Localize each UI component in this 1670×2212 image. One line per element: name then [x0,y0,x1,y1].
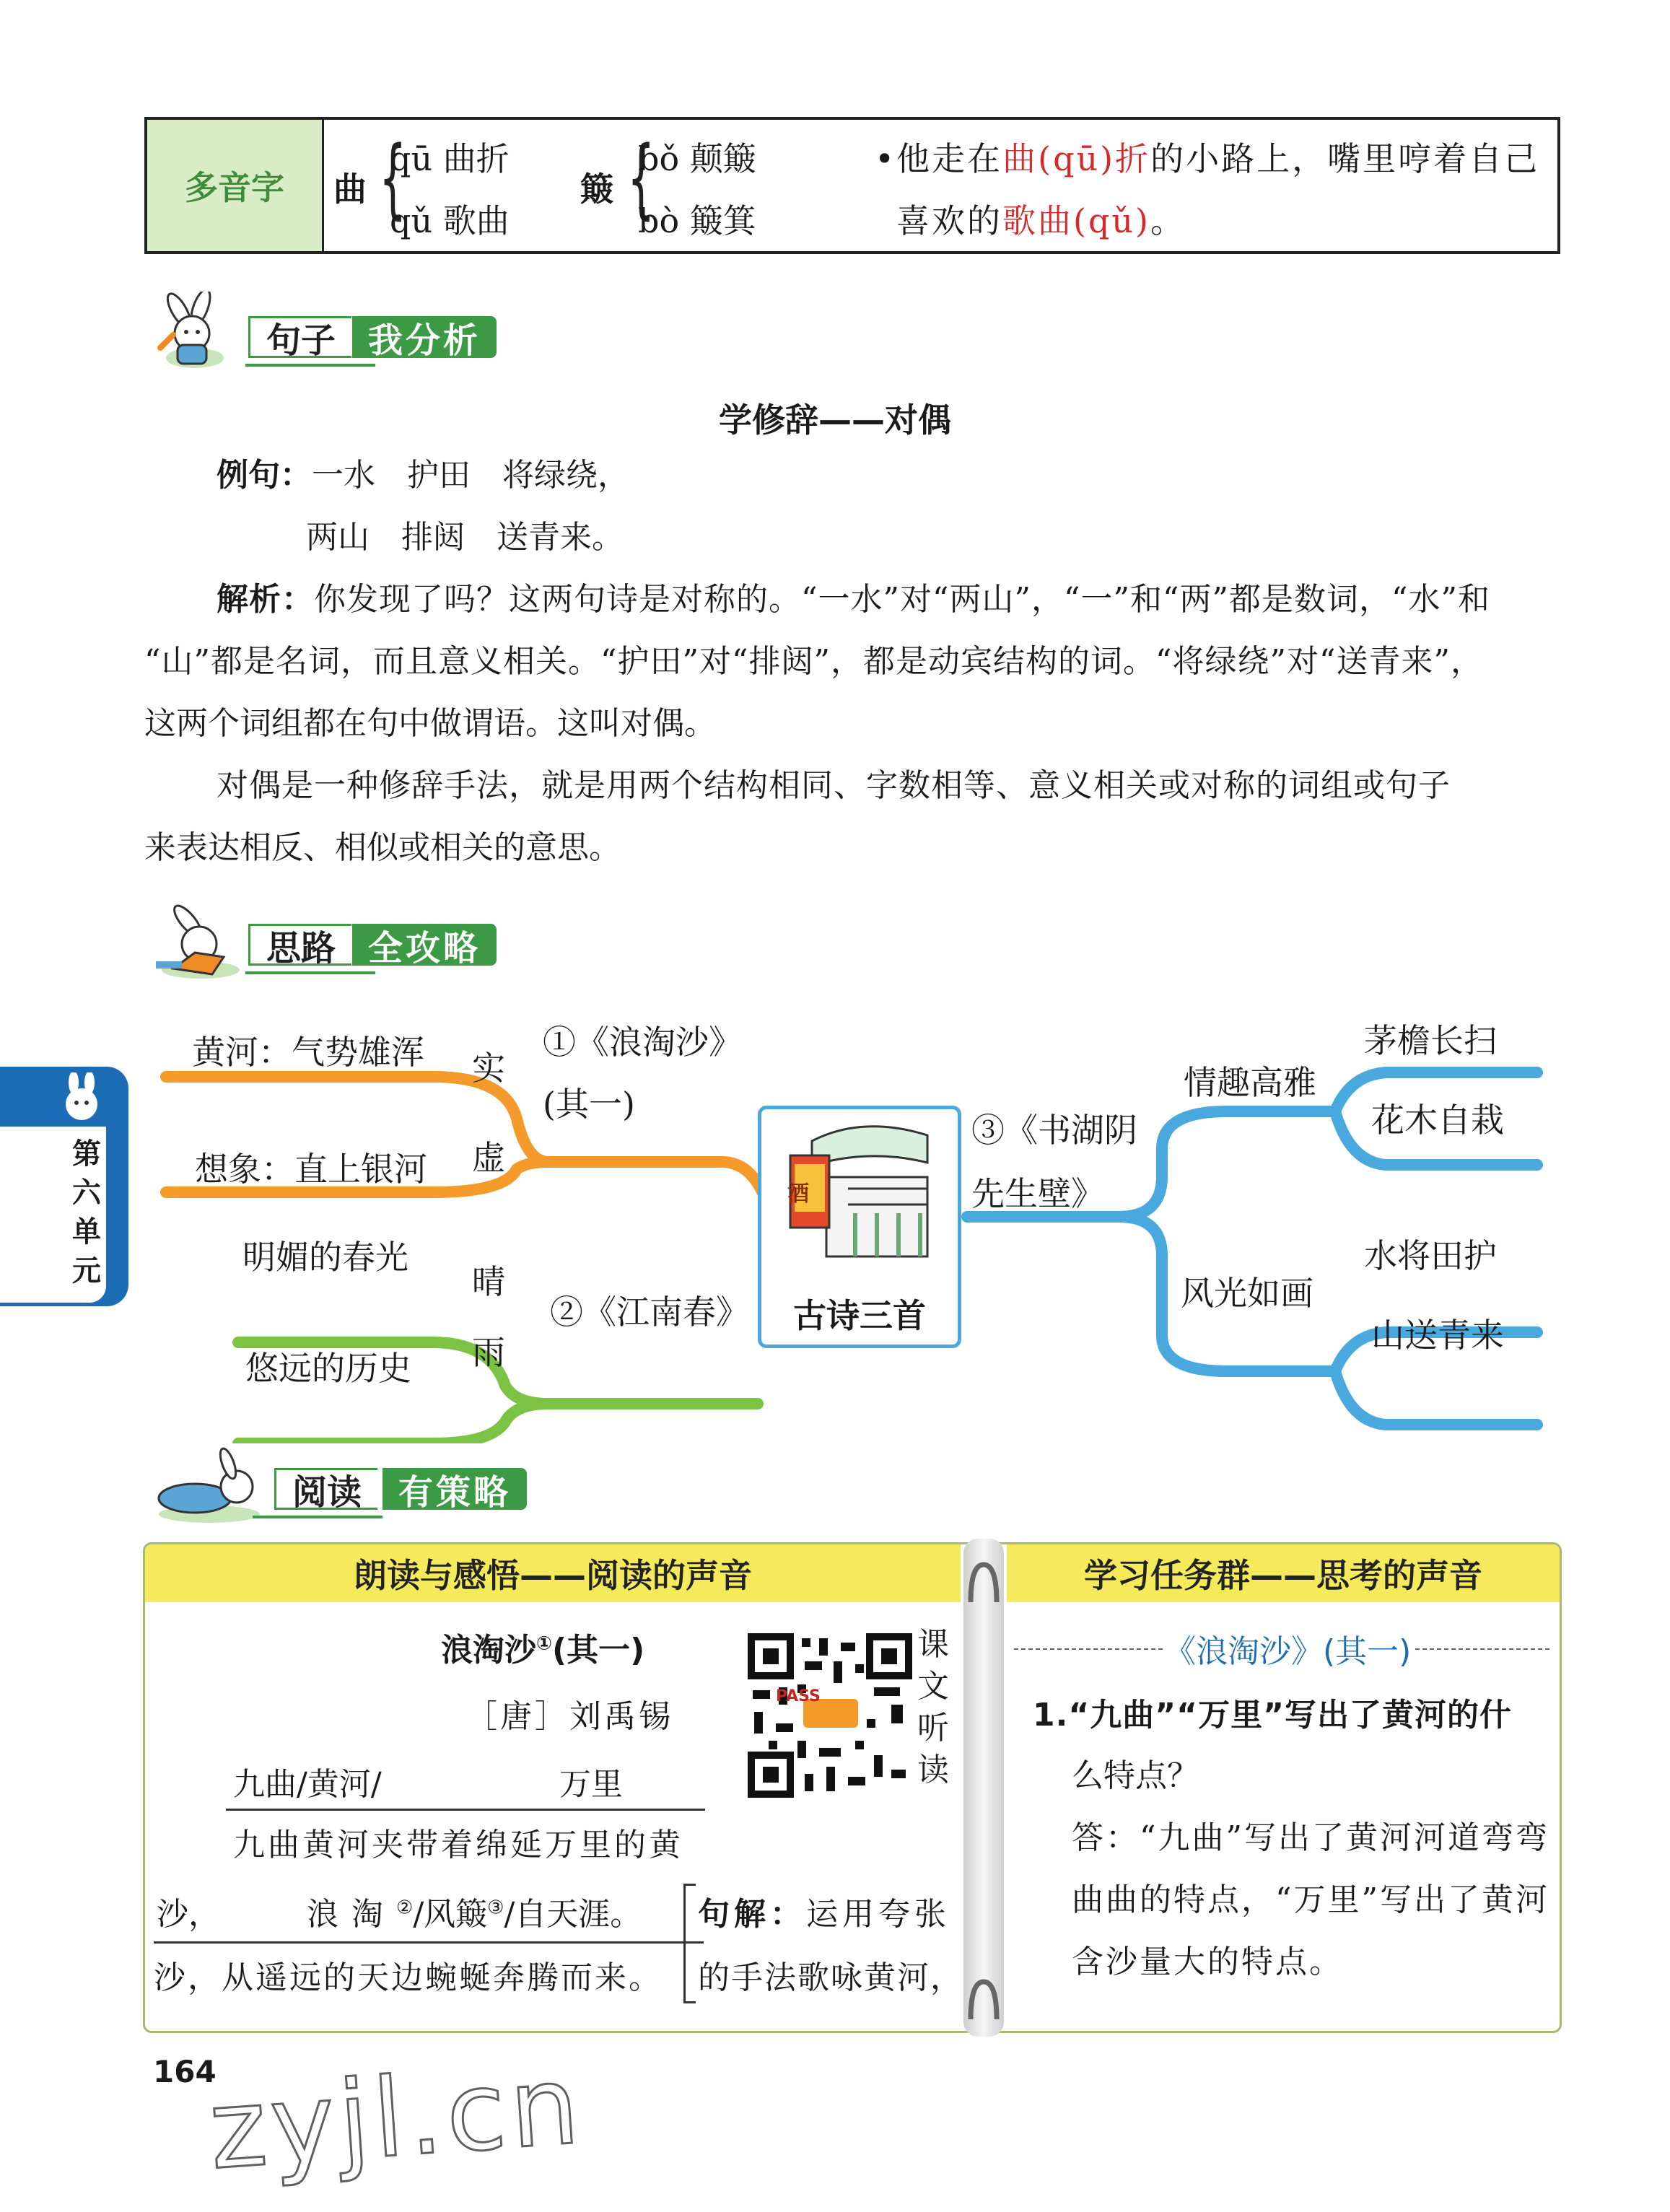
poem2-branch2: 悠远的历史 [245,1349,411,1388]
qr-caption-char: 听 [917,1710,949,1747]
dash-line [1014,1648,1163,1650]
poem1-subtitle: (其一) [543,1085,635,1124]
poem1-branch2: 想象：直上银河 [195,1150,427,1189]
dash-line [1415,1648,1549,1650]
mindmap-root-label: 古诗三首 [793,1296,926,1335]
poem2-title: ②《江南春》 [550,1293,749,1332]
qr-code-icon[interactable] [747,1632,913,1798]
polyphone-label: 多音字 [147,120,324,251]
qr-caption-char: 读 [917,1752,949,1788]
poem3-title-line1: ③《书湖阴 [971,1111,1137,1150]
header-underline [253,1516,382,1518]
sidebar-char: 单 [72,1215,101,1249]
definition-line-1: 对偶是一种修辞手法，就是用两个结构相同、字数相等、意义相关或对称的词组或句子 [217,767,1451,804]
right-subtitle: 《浪淘沙》(其一) [1164,1633,1412,1670]
qr-caption-char: 文 [917,1668,949,1705]
poem3-title-line2: 先生壁》 [971,1174,1104,1213]
header-underline [245,364,375,367]
section-title-b: 全攻略 [352,924,497,966]
polyphone-char-2: 簸 [580,170,613,209]
brace-icon: { [627,128,655,229]
section-header-mindmap [144,899,520,986]
mindmap-root [758,1106,961,1348]
page-number: 164 [153,2054,217,2089]
divider [226,1809,705,1811]
sidebar-char: 元 [72,1254,101,1288]
pron-1b: qǔ 歌曲 [390,201,510,240]
answer-1-line2: 曲曲的特点，“万里”写出了黄河 [1072,1881,1549,1918]
section-title-a: 句子 [248,316,351,358]
question-1-line2: 么特点？ [1072,1757,1199,1794]
poem2-branch1-key: 晴 [472,1262,505,1301]
example-line-1: 例句：一水 护田 将绿绕， [217,457,629,494]
pron-2b: bò 簸箕 [638,201,756,240]
poem3-branch2: 风光如画 [1181,1274,1313,1313]
qr-badge: PASS [776,1687,821,1705]
section-header-reading [144,1443,548,1530]
question-1-line1: 1.“九曲”“万里”写出了黄河的什 [1033,1697,1513,1734]
poem3-branch1-leaf2: 花木自栽 [1371,1101,1504,1140]
poem3-branch2-leaf1: 水将田护 [1364,1236,1497,1275]
poem3-branch1: 情趣高雅 [1184,1063,1316,1102]
pron-1a: qū 曲折 [390,139,510,178]
poem-line2: 沙， 浪淘②/风簸③/自天涯。 [157,1896,642,1933]
left-panel-header: 朗读与感悟——阅读的声音 [145,1544,961,1602]
binder-ring-icon [962,1976,1005,2027]
juji-line2: 的手法歌咏黄河， [698,1959,963,1996]
poem-line1-b: 万里 [559,1766,623,1803]
poem-author: ［唐］刘禹锡 [465,1698,673,1735]
analysis-line-3: 这两个词组都在句中做谓语。这叫对偶。 [144,705,716,742]
divider [154,1941,704,1944]
answer-1-line3: 含沙量大的特点。 [1072,1944,1343,1980]
poem-line1-a: 九曲/黄河/ [233,1766,382,1803]
analysis-line-1: 解析：你发现了吗？这两句诗是对称的。“一水”对“两山”，“一”和“两”都是数词，“水”和 [217,581,1490,618]
poem2-branch1: 明媚的春光 [242,1238,408,1277]
sidebar-char: 第 [72,1137,101,1171]
poem1-branch2-key: 虚 [472,1138,505,1177]
bracket [683,1884,696,2003]
brace-icon: { [379,128,407,229]
section-title-b: 我分析 [352,316,497,358]
poem1-title: ①《浪淘沙》 [543,1023,742,1062]
poem1-branch1: 黄河：气势雄浑 [192,1033,424,1072]
poem-gloss-1: 九曲黄河夹带着绵延万里的黄 [233,1827,683,1863]
poem1-branch1-key: 实 [472,1049,505,1088]
section-header-sentence [144,292,520,378]
answer-1-line1: 答：“九曲”写出了黄河河道弯弯 [1072,1819,1549,1856]
juji-line1: 句解：运用夸张 [698,1896,950,1933]
tavern-sign-char: 酒 [787,1181,809,1207]
poem3-branch1-leaf1: 茅檐长扫 [1364,1021,1497,1060]
poem3-branch2-leaf2: 山送青来 [1371,1316,1504,1355]
rabbit-icon [144,292,253,378]
section-title-a: 思路 [248,924,351,966]
rhetoric-title: 学修辞——对偶 [719,401,951,440]
rabbit-reading-icon [144,899,260,986]
binder-spine [963,1539,1004,2037]
watermark: zyjl.cn [205,2042,587,2194]
poem2-branch2-key: 雨 [472,1333,505,1372]
binder-ring-icon [962,1559,1005,1609]
header-underline [245,971,375,974]
section-title-b: 有策略 [382,1468,527,1510]
sidebar-char: 六 [72,1176,101,1210]
right-panel-header: 学习任务群——思考的声音 [1007,1544,1560,1602]
analysis-line-2: “山”都是名词，而且意义相关。“护田”对“排闼”，都是动宾结构的词。“将绿绕”对“送青来”， [144,643,1483,680]
polyphone-table [144,117,1560,254]
polyphone-example-line1: •他走在曲(qū)折的小路上，嘴里哼着自己 [875,139,1540,178]
poem-title: 浪淘沙①(其一) [441,1632,645,1669]
reading-box [143,1542,1562,2033]
pron-2a: bǒ 颠簸 [638,139,756,178]
polyphone-example-line2: 喜欢的歌曲(qǔ)。 [896,201,1186,240]
poem-gloss-2: 沙，从遥远的天边蜿蜒奔腾而来。 [154,1959,663,1996]
section-title-a: 阅读 [274,1468,377,1510]
definition-line-2: 来表达相反、相似或相关的意思。 [144,829,621,866]
polyphone-char-1: 曲 [333,170,367,209]
qr-caption-char: 课 [917,1626,949,1663]
example-line-2: 两山 排闼 送青来。 [306,519,624,556]
